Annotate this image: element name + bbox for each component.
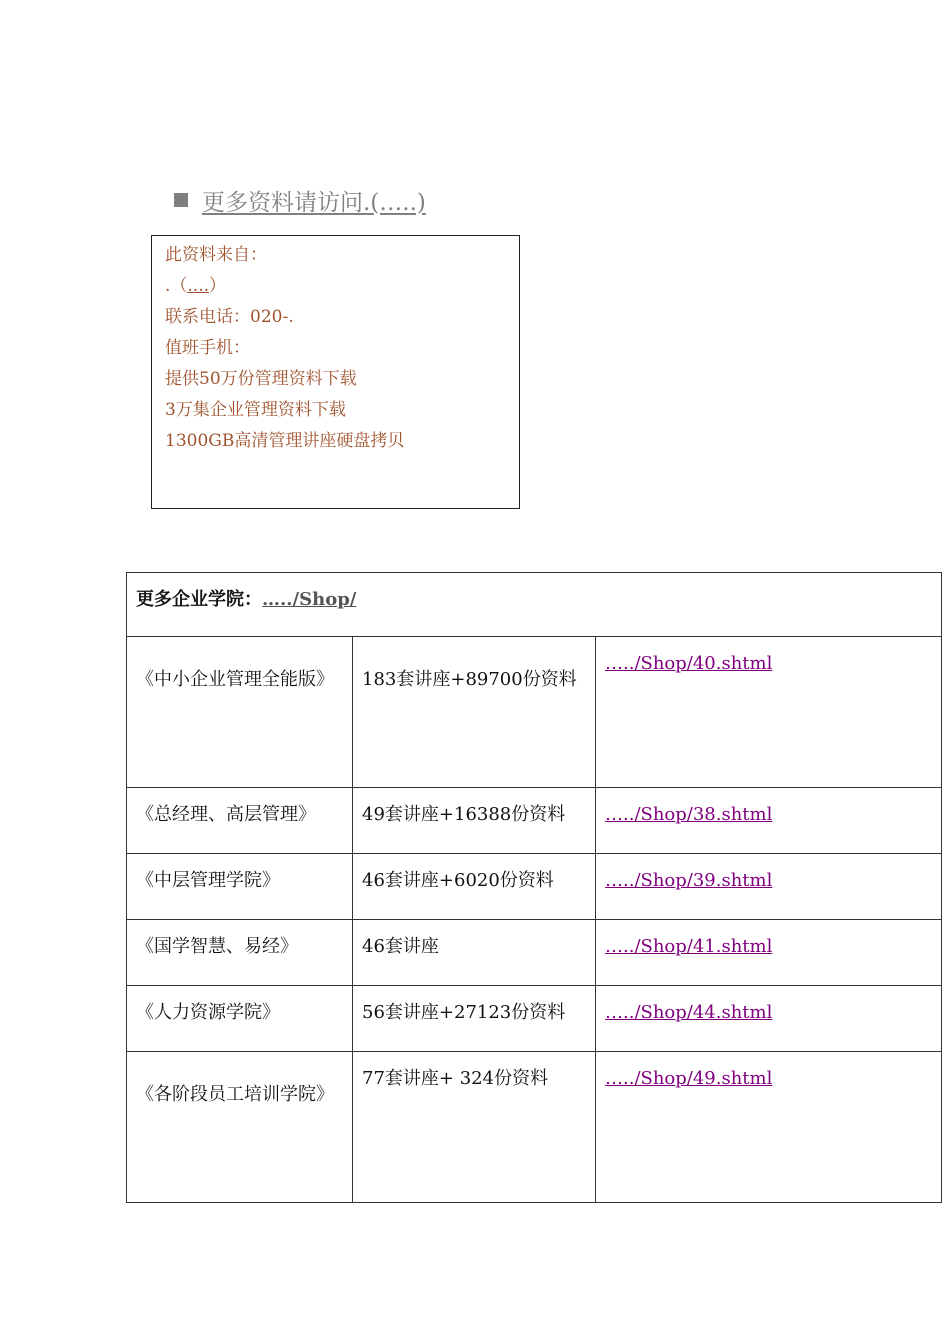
course-link[interactable]: …../Shop/39.shtml (605, 870, 773, 891)
source-url-line (165, 271, 519, 302)
course-desc: 46套讲座 (353, 920, 596, 986)
source-label: 此资料来自： (165, 245, 267, 265)
header-label: 更多企业学院： (136, 589, 262, 610)
course-desc: 46套讲座+6020份资料 (353, 854, 596, 920)
source-suffix: ） (209, 276, 227, 296)
table-header-cell (127, 573, 942, 637)
course-desc: 56套讲座+27123份资料 (353, 986, 596, 1052)
course-name: 《国学智慧、易经》 (127, 920, 353, 986)
source-prefix: .（ (165, 276, 188, 296)
course-desc: 183套讲座+89700份资料 (353, 637, 596, 788)
table-row (127, 788, 942, 854)
course-link[interactable]: …../Shop/44.shtml (605, 1002, 773, 1023)
academy-table (126, 572, 942, 1203)
course-link[interactable]: …../Shop/41.shtml (605, 936, 773, 957)
course-name: 《总经理、高层管理》 (127, 788, 353, 854)
square-bullet-icon (174, 193, 188, 207)
offer-line-1: 提供50万份管理资料下载 (165, 369, 357, 389)
table-row (127, 986, 942, 1052)
source-info-box (151, 235, 520, 509)
more-info-link[interactable]: 更多资料请访问.(…..) (202, 189, 426, 216)
table-row (127, 1052, 942, 1203)
course-desc: 77套讲座+ 324份资料 (353, 1052, 596, 1203)
phone-line: 联系电话：020-. (165, 307, 294, 327)
mobile-line: 值班手机： (165, 338, 250, 358)
table-row (127, 854, 942, 920)
table-header-row (127, 573, 942, 637)
course-name: 《中小企业管理全能版》 (127, 637, 353, 788)
course-link[interactable]: …../Shop/38.shtml (605, 804, 773, 825)
offer-line-3: 1300GB高清管理讲座硬盘拷贝 (165, 431, 405, 451)
course-link[interactable]: …../Shop/40.shtml (605, 653, 773, 674)
course-link[interactable]: …../Shop/49.shtml (605, 1068, 773, 1089)
course-name: 《各阶段员工培训学院》 (127, 1052, 353, 1203)
more-info-heading (174, 182, 426, 218)
table-row (127, 920, 942, 986)
table-row (127, 637, 942, 788)
header-link[interactable]: …../Shop/ (262, 589, 357, 610)
offer-line-2: 3万集企业管理资料下载 (165, 400, 346, 420)
source-link[interactable]: .... (187, 276, 210, 296)
course-desc: 49套讲座+16388份资料 (353, 788, 596, 854)
course-name: 《中层管理学院》 (127, 854, 353, 920)
course-name: 《人力资源学院》 (127, 986, 353, 1052)
